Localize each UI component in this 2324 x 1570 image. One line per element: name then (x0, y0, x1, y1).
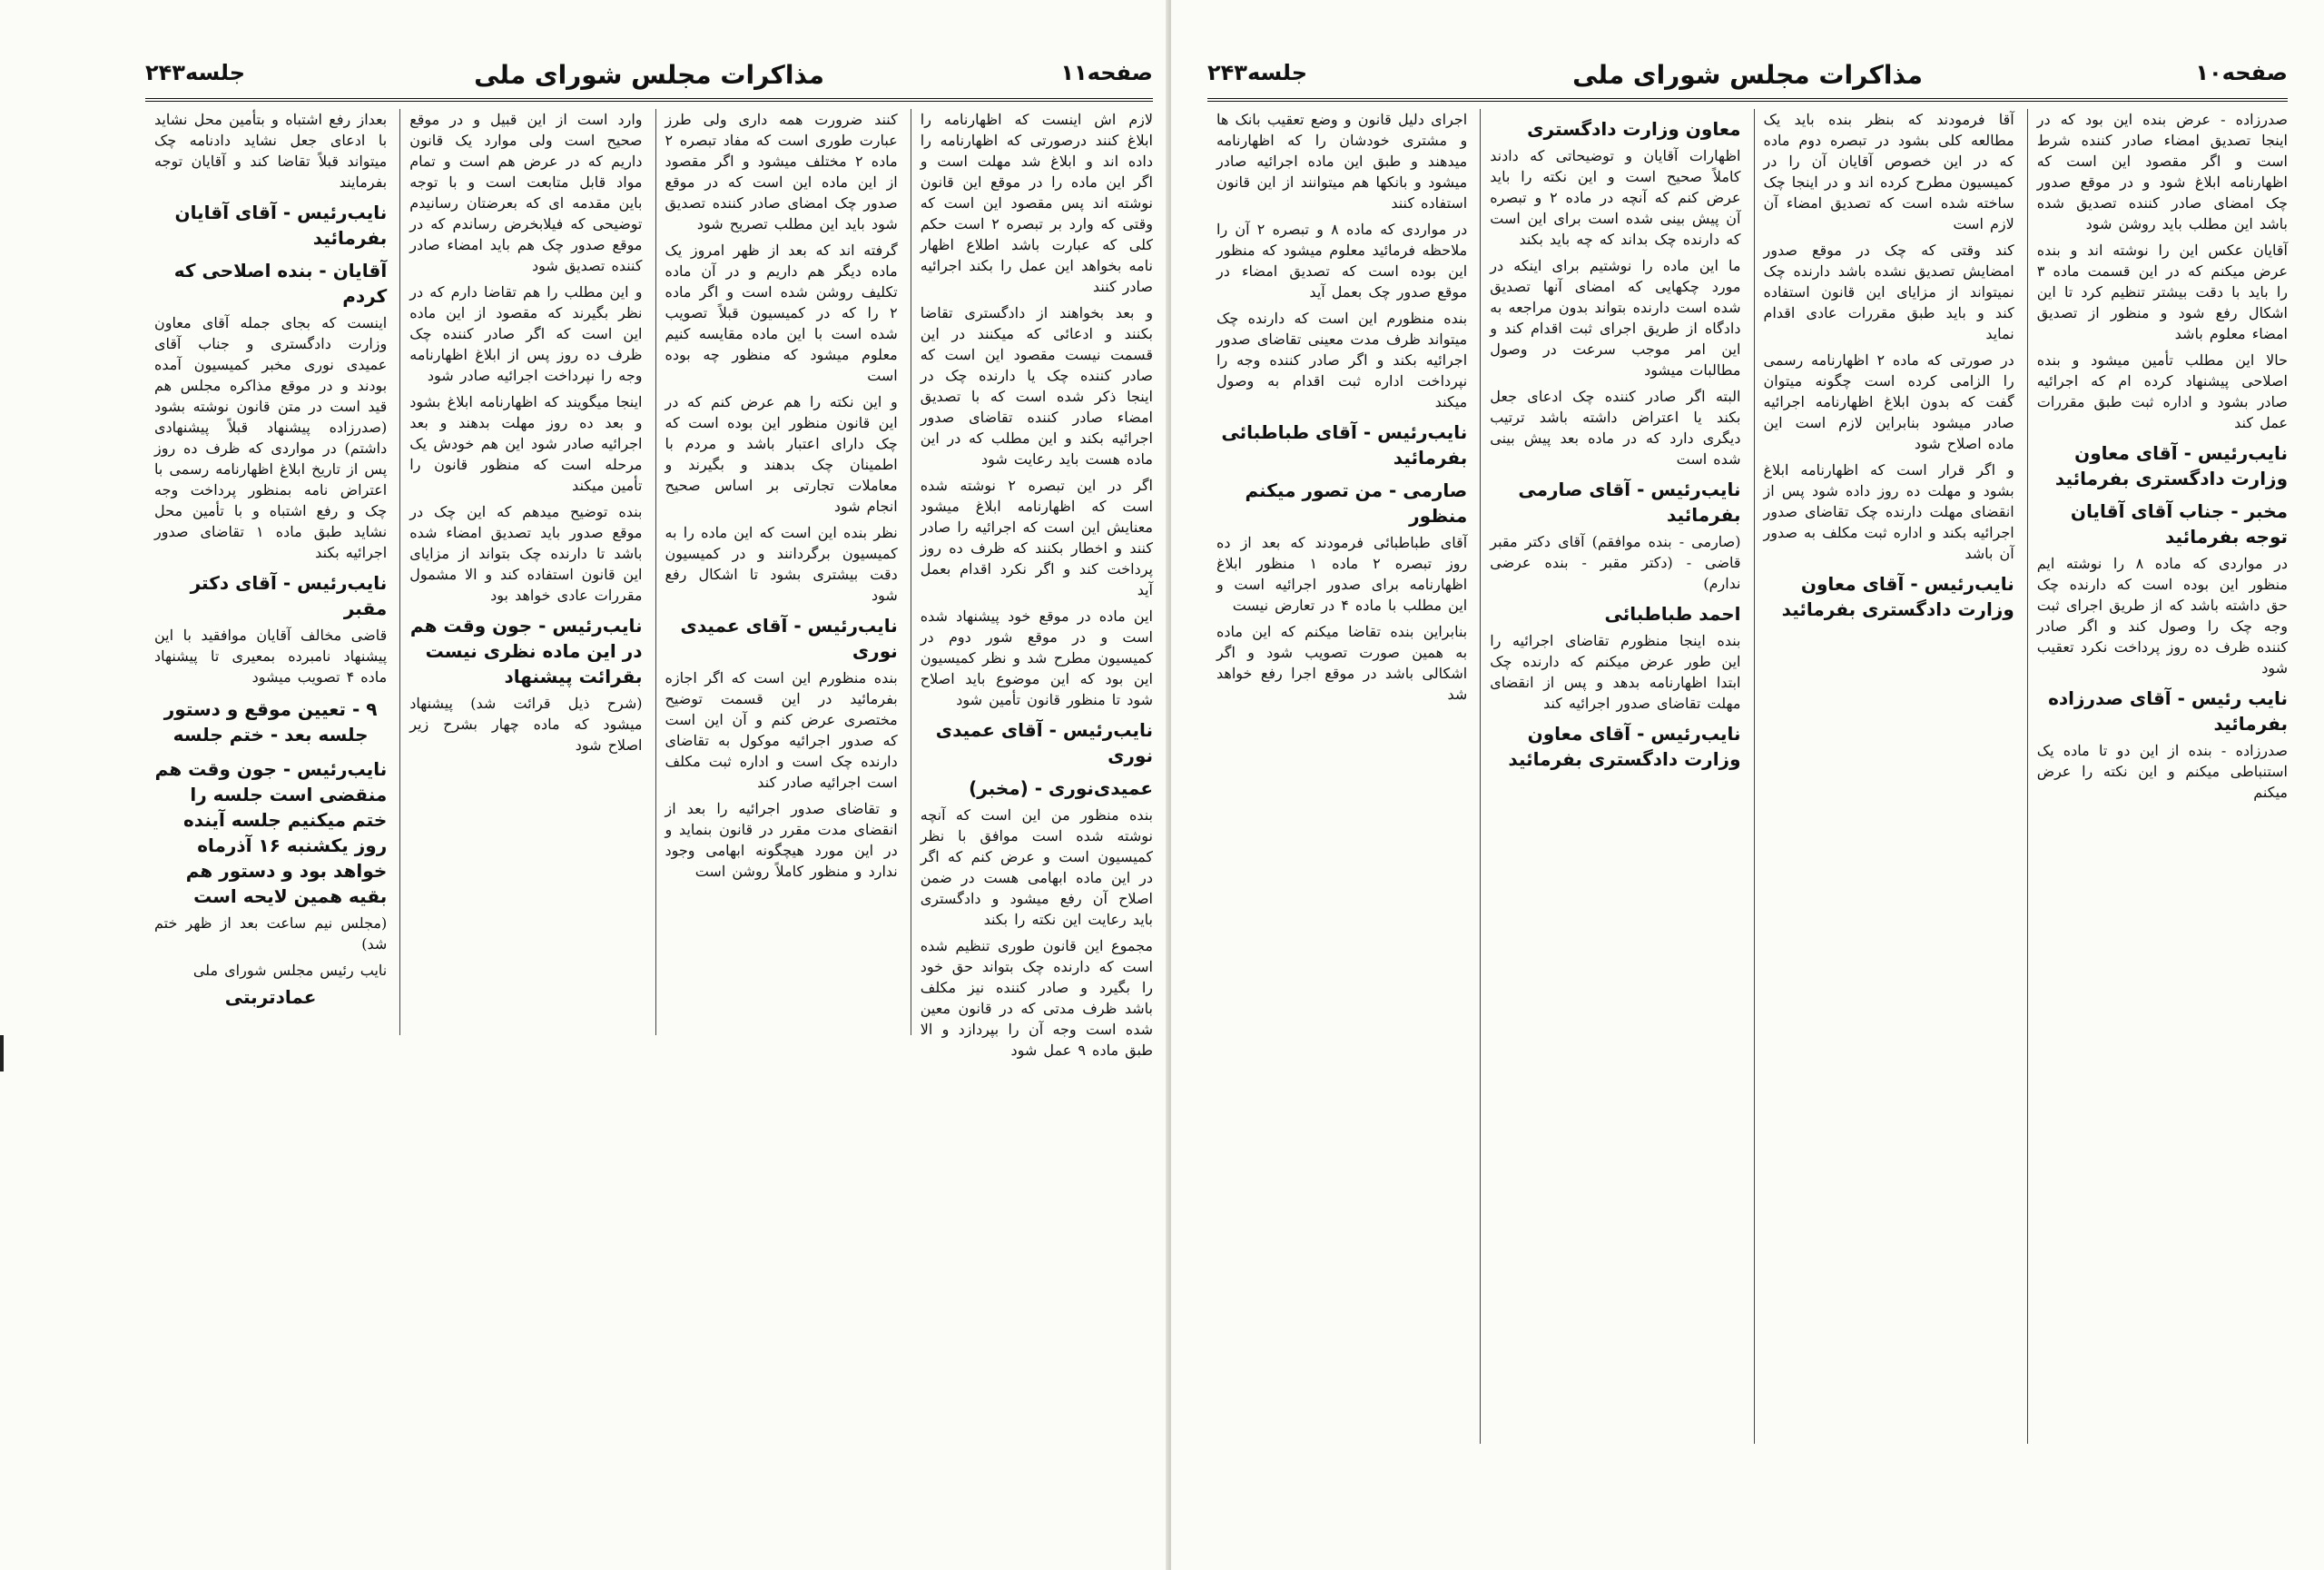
paragraph: صدرزاده - عرض بنده این بود که در اینجا تصدیق امضاء صادر کننده شرط است و اگر مقصود این است که اظهارنامه ابلاغ شود و در موقع صدور چک امضای صادر کننده تصدیق شده باشد این مطلب باید روشن شود (2036, 111, 2288, 232)
paragraph: این ماده در موقع خود پیشنهاد شده است و در موقع شور دوم در کمیسیون مطرح شد و نظر کمیسیون این بود که این موضوع باید اصلاح شود تا منظور قانون تأمین شود (920, 607, 1153, 708)
speaker-line: نایب‌رئیس - آقای معاون وزارت دادگستری بفرمائید (1508, 723, 1741, 770)
speaker-line: مخبر - جناب آقای آقایان توجه بفرمائید (2070, 500, 2288, 548)
right-session-label: جلسه۲۴۳ (1207, 60, 1308, 85)
text-column (145, 109, 387, 1035)
paragraph: و این مطلب را هم تقاضا دارم که در نظر بگیرند که مقصود از این ماده این است که اگر صادر کننده چک ظرف ده روز پس از ابلاغ اظهارنامه وجه را نپرداخت اجرائیه صادر شود (409, 283, 643, 384)
paragraph: بنده منظورم این است که دارنده چک میتواند ظرف مدت معینی تقاضای صدور اجرائیه بکند و اگر صادر کننده وجه را نپرداخت اداره ثبت اقدام به وصول میکند (1216, 310, 1468, 410)
text-column (399, 109, 642, 1035)
speaker-line: صارمی - من تصور میکنم منظور (1245, 479, 1468, 527)
paragraph: اینجا میگویند که اظهارنامه ابلاغ بشود و بعد ده روز مهلت بدهند و بعد اجرائیه صادر شود این هم خودش یک مرحله است که منظور قانون را تأمین میکند (409, 393, 643, 494)
paragraph: اظهارات آقایان و توضیحاتی که دادند کاملاً صحیح است و این نکته را باید عرض کنم که آنچه در ماده ۲ و تبصره آن پیش بینی شده است برای این است که دارنده چک بداند که چه باید بکند (1490, 147, 1741, 248)
paragraph: البته اگر صادر کننده چک ادعای جعل بکند یا اعتراض داشته باشد ترتیب دیگری دارد که در ماده بعد پیش بینی شده است (1490, 388, 1741, 468)
speaker-line: نایب‌رئیس - آقای معاون وزارت دادگستری بفرمائید (1781, 573, 2014, 620)
paragraph: کنند ضرورت همه داری ولی طرز عبارت طوری است که مفاد تبصره ۲ ماده ۲ مختلف میشود و اگر مقصود از این ماده این است که در موقع صدور چک امضای صادر کننده تصدیق شود باید این مطلب تصریح شود (665, 111, 898, 232)
paragraph: بعداز رفع اشتباه و بتأمین محل نشاید با ادعای جعل نشاید دادنامه چک میتواند قبلاً تقاضا کند و آقایان توجه بفرمایند (154, 111, 388, 191)
text-column (1754, 109, 2014, 1444)
right-page-number: صفحه۱۰ (2195, 60, 2288, 85)
left-session-label: جلسه۲۴۳ (145, 60, 246, 85)
text-column (655, 109, 898, 1035)
speaker-line: معاون وزارت دادگستری (1527, 118, 1741, 140)
paragraph: و این نکته را هم عرض کنم که در این قانون منظور این بوده است که چک دارای اعتبار باشد و مردم با اطمینان چک بدهند و بگیرند و معاملات تجارتی بر اساس صحیح انجام شود (665, 393, 898, 515)
right-page (1171, 0, 2324, 1570)
speaker-line: نایب‌رئیس - آقای معاون وزارت دادگستری بفرمائید (2054, 442, 2288, 489)
paragraph: در مواردی که ماده ۸ و تبصره ۲ آن را ملاحظه فرمائید معلوم میشود که منظور این بوده است که تصدیق امضاء در موقع صدور چک بعمل آید (1216, 221, 1468, 301)
paragraph: در صورتی که ماده ۲ اظهارنامه رسمی را الزامی کرده است چگونه میتوان گفت که بدون ابلاغ اظهارنامه اجرائیه صادر میشود بنابراین لازم است این ماده اصلاح شود (1763, 351, 2014, 452)
left-page-title: مذاکرات مجلس شورای ملی (474, 60, 824, 90)
paragraph: آقایان عکس این را نوشته اند و بنده عرض میکنم که در این قسمت ماده ۳ را باید با دقت بیشتر تنظیم کرد تا این اشکال رفع شود و منظور از تصدیق امضاء معلوم باشد (2036, 242, 2288, 342)
paragraph: آقای طباطبائی فرمودند که بعد از ده روز تبصره ۲ ماده ۱ منظور ابلاغ اظهارنامه برای صدور اجرائیه است و این مطلب با ماده ۴ در تعارض نیست (1216, 534, 1468, 614)
paragraph: بنده منظورم این است که اگر اجازه بفرمائید در این قسمت توضیح مختصری عرض کنم و آن این است که صدور اجرائیه موکول به تقاضای دارنده چک است و اداره ثبت مکلف است اجرائیه صادر کند (665, 669, 898, 791)
paragraph: لازم اش اینست که اظهارنامه را ابلاغ کنند درصورتی که اظهارنامه را داده اند و ابلاغ شد مهلت است و اگر این ماده را در موقع این قانون نوشته اند پس مقصود این است که وقتی که وارد بر تبصره ۲ است حکم کلی که عبارت باشد اطلاع اظهار نامه بخواهد این عمل را بکند اجرائیه صادر کنند (920, 111, 1153, 295)
paragraph: نظر بنده این است که این ماده را به کمیسیون برگردانند و در کمیسیون دقت بیشتری بشود تا اشکال رفع شود (665, 524, 898, 604)
left-page-header (145, 54, 1153, 102)
paragraph: (مجلس نیم ساعت بعد از ظهر ختم شد) (154, 914, 388, 953)
paragraph: حالا این مطلب تأمین میشود و بنده اصلاحی پیشنهاد کرده ام که اجرائیه صادر بشود و اداره ثبت طبق مقررات عمل کند (2036, 351, 2288, 431)
signature: عمادتربتی (224, 986, 317, 1008)
paragraph: گرفته اند که بعد از ظهر امروز یک ماده دیگر هم داریم و در آن ماده تکلیف روشن شده است و اگر ماده ۲ را که در کمیسیون قبلاً تصویب شده است با این ماده مقایسه کنیم معلوم میشود که منظور چه بوده است (665, 242, 898, 384)
paragraph: بنده توضیح میدهم که این چک در موقع صدور باید تصدیق امضاء شده باشد تا دارنده چک بتواند از مزایای این قانون استفاده کند و الا مشمول مقررات عادی خواهد بود (409, 503, 643, 604)
speaker-line: احمد طباطبائی (1604, 603, 1741, 625)
paragraph: قاضی مخالف آقایان موافقید با این پیشنهاد نامبرده بمعیری تا پیشنهاد ماده ۴ تصویب میشود (154, 627, 388, 686)
right-text-columns (1207, 109, 2288, 1444)
paragraph: بنابراین بنده تقاضا میکنم که این ماده به همین صورت تصویب شود و اگر اشکالی باشد در موقع اجرا رفع خواهد شد (1216, 623, 1468, 703)
speaker-line: نایب‌رئیس - آقای عمیدی نوری (680, 615, 898, 662)
left-page-number: صفحه۱۱ (1060, 60, 1153, 85)
page-edge-mark (0, 1035, 4, 1071)
paragraph: اگر در این تبصره ۲ نوشته شده است که اظهارنامه ابلاغ میشود معنایش این است که اجرائیه را صادر کنند و اخطار بکنند که ظرف ده روز پرداخت کند و اگر نکرد اقدام بعمل آید (920, 477, 1154, 598)
speaker-line: نایب‌رئیس - آقای صارمی بفرمائید (1518, 479, 1741, 526)
paragraph: مجموع این قانون طوری تنظیم شده است که دارنده چک بتواند حق خود را بگیرد و صادر کننده نیز مکلف باشد ظرف مدتی که در قانون معین شده است وجه آن را بپردازد و الا طبق ماده ۹ عمل شود (920, 937, 1153, 1059)
right-page-header (1207, 54, 2288, 102)
speaker-line: نایب‌رئیس - آقای عمیدی نوری (935, 719, 1153, 766)
paragraph: اجرای دلیل قانون و وضع تعقیب بانک ها و مشتری خودشان را که اظهارنامه میدهند و طبق این ماده اجرائیه صادر میشود و بانکها هم میتوانند از این قانون استفاده کنند (1216, 111, 1468, 212)
speaker-line: نایب رئیس - آقای صدرزاده بفرمائید (2048, 687, 2288, 735)
speaker-line: آقایان - بنده اصلاحی که کردم (173, 260, 388, 307)
paragraph: صدرزاده - بنده از این دو تا ماده یک استنباطی میکنم و این نکته را عرض میکنم (2036, 742, 2288, 801)
paragraph: بنده منظور من این است که آنچه نوشته شده است موافق با نظر کمیسیون است و عرض کنم که اگر در این ماده ابهامی هست در ضمن اصلاح آن رفع میشود و دادگستری باید رعایت این نکته را بکند (920, 806, 1153, 928)
text-column (1207, 109, 1467, 1444)
speaker-line: نایب‌رئیس - آقای دکتر مقبر (190, 572, 388, 619)
paragraph: آقا فرمودند که بنظر بنده باید یک مطالعه کلی بشود در تبصره دوم ماده که در این خصوص آقایان آن را در کمیسیون مطرح کرده اند و در اینجا چک ساخته شده است که تصدیق امضاء آن لازم است (1763, 111, 2014, 232)
left-text-columns (145, 109, 1154, 1059)
paragraph: بنده اینجا منظورم تقاضای اجرائیه را این طور عرض میکنم که دارنده چک ابتدا اظهارنامه بدهد و پس از انقضای مهلت تقاضای صدور اجرائیه کند (1490, 632, 1741, 712)
paragraph: کند وقتی که چک در موقع صدور امضایش تصدیق نشده باشد دارنده چک نمیتواند از مزایای این قانون استفاده کند و باید طبق مقررات عادی اقدام نماید (1763, 242, 2014, 342)
paragraph: اینست که بجای جمله آقای معاون وزارت دادگستری و جناب آقای عمیدی نوری مخبر کمیسیون آمده بودند و در موقع مذاکره مجلس هم قید است در متن قانون نوشته بشود (صدرزاده پیشنهاد قبلاً پیشنهادی داشتم) در مواردی که ظرف ده روز پس از تاریخ ابلاغ اظهارنامه رسمی با اعتراض نامه بمنظور پرداخت وجه چک و رفع اشتباه و با تأمین محل نشاید طبق ماده ۱ تقاضای صدور اجرائیه بکند (154, 314, 388, 561)
speaker-line: نایب‌رئیس - آقای آقایان بفرمائید (174, 202, 388, 249)
paragraph: و اگر قرار است که اظهارنامه ابلاغ بشود و مهلت ده روز داده شود پس از انقضای مهلت دارنده چک تقاضای صدور اجرائیه بکند و اداره ثبت مکلف به صدور آن باشد (1763, 461, 2014, 562)
paragraph: و تقاضای صدور اجرائیه را بعد از انقضای مدت مقرر در قانون بنماید و در این مورد هیچگونه ابهامی وجود ندارد و منظور کاملاً روشن است (665, 800, 898, 880)
right-page-title: مذاکرات مجلس شورای ملی (1572, 60, 1923, 90)
text-column (1480, 109, 1740, 1444)
speaker-line: نایب‌رئیس - جون وقت هم منقضی است جلسه را ختم میکنیم جلسه آینده روز یکشنبه ۱۶ آذرماه خواهد بود و دستور هم بقیه همین لایحه است (154, 758, 388, 907)
speaker-line: نایب‌رئیس - آقای طباطبائی بفرمائید (1221, 421, 1468, 469)
section-heading: ۹ - تعیین موقع و دستور جلسه بعد - ختم جلسه (163, 698, 378, 746)
paragraph: در مواردی که ماده ۸ را نوشته ایم منظور این بوده است که دارنده چک حق داشته باشد که از طریق اجرای ثبت وجه چک را وصول کند و اگر صادر کننده ظرف ده روز پرداخت نکرد تعقیب شود (2036, 555, 2288, 676)
paragraph: (شرح ذیل قرائت شد) پیشنهاد میشود که ماده چهار بشرح زیر اصلاح شود (409, 695, 643, 754)
paragraph: نایب رئیس مجلس شورای ملی (192, 962, 388, 979)
paragraph: ما این ماده را نوشتیم برای اینکه در مورد چکهایی که امضای آنها تصدیق شده است دارنده بتواند بدون مراجعه به دادگاه از طریق اجرای ثبت اقدام کند و این امر موجب سرعت در وصول مطالبات میشود (1490, 257, 1741, 379)
text-column (2027, 109, 2288, 1444)
speaker-line: عمیدی‌نوری - (مخبر) (969, 777, 1153, 799)
speaker-line: نایب‌رئیس - جون وقت هم در این ماده نظری نیست بقرائت پیشنهاد (409, 615, 643, 687)
paragraph: (صارمی - بنده موافقم) آقای دکتر مقبر قاضی - (دکتر مقبر - بنده عرضی ندارم) (1490, 533, 1741, 592)
paragraph: و بعد بخواهند از دادگستری تقاضا بکنند و ادعائی که میکنند در این قسمت نیست مقصود این است که صادر کننده چک یا دارنده چک در اینجا ذکر شده است که با تصدیق امضاء صادر کننده تقاضای صدور اجرائیه بکند و این مطلب که در این ماده هست باید رعایت شود (920, 304, 1153, 468)
paragraph: وارد است از این قبیل و در موقع صحیح است ولی موارد یک قانون داریم که در عرض هم است و تمام مواد قابل متابعت است و با توجه باین مقدمه ای که بعرضتان رسانیدم توضیحی که فیلابخرض رساندم که در موقع صدور چک هم باید امضاء صادر کننده تصدیق شود (409, 111, 643, 274)
text-column (911, 109, 1154, 1059)
